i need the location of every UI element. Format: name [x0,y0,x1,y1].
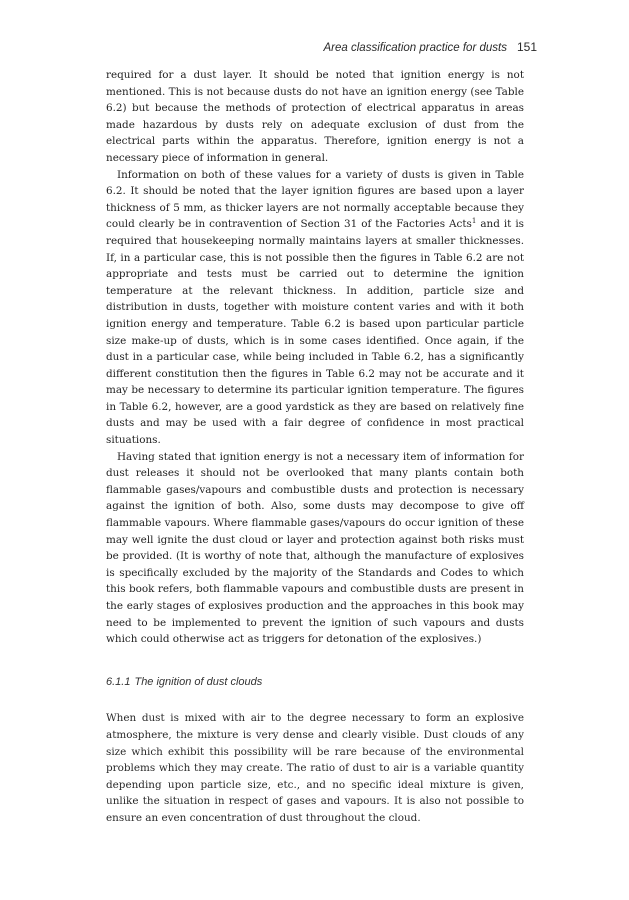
paragraph: required for a dust layer. It should be noted that ignition energy is not mentioned. This is not because dusts do not have an ignition energy (see Table 6.2) but because the methods of protection of electrical apparatus in areas made hazardous by dusts rely on adequate exclusion of dust from the electrical parts within the apparatus. Therefore, ignition energy is not a necessary piece of information in general. [106,69,524,164]
section-number: 6.1.1 [106,675,131,688]
paragraph: Having stated that ignition energy is not a necessary item of information for dust releases it should not be overlooked that many plants contain both flammable gases/vapours and combustible dusts and protection is necessary against the ignition of both. Also, some dusts may decompose to give off flammable vapours. Where flammable gases/vapours do occur ignition of these may well ignite the dust cloud or layer and protection against both risks must be provided. (It is worthy of note that, although the manufacture of explosives is specifically excluded by the majority of the Standards and Codes to which this book refers, both flammable vapours and combustible dusts are present in the early stages of explosives production and the approaches in this book may need to be implemented to prevent the ignition of such vapours and dusts which could otherwise act as triggers for detonation of the explosives.) [106,450,524,646]
footnote-reference: 1 [471,217,477,226]
paragraph: When dust is mixed with air to the degree necessary to form an explosive atmosphere, the mixture is very dense and clearly visible. Dust clouds of any size which exhibit this possibility will be rare because of the environmental problems which they may create. The ratio of dust to air is a variable quantity depending upon particle size, etc., and no specific ideal mixture is given, unlike the situation in respect of gases and vapours. It is also not possible to ensure an even concentration of dust throughout the cloud. [106,712,524,824]
paragraph-text: and it is required that housekeeping normally maintains layers at smaller thicknesses. If, in a particular case, this is not possible then the figures in Table 6.2 are not appropriate and tests must be carried out to determine the ignition temperature at the relevant thickness. In addition, particle size and distribution in dusts, together with moisture content varies and with it both ignition energy and temperature. Table 6.2 is based upon particular particle size make-up of dusts, which is in some cases identified. Once again, if the dust in a particular case, while being included in Table 6.2, has a significantly different constitution then the figures in Table 6.2 may not be accurate and it may be necessary to determine its particular ignition temperature. The figures in Table 6.2, however, are a good yardstick as they are based on relatively fine dusts and may be used with a fair degree of confidence in most practical situations. [106,218,524,447]
page-number: 151 [516,40,537,54]
header-title: Area classification practice for dusts [323,42,507,54]
body-text [106,67,524,827]
paragraph [106,167,524,449]
section-heading [106,674,524,691]
running-header [324,40,537,54]
paragraph-text: Information on both of these values for a variety of dusts is given in Table 6.2. It should be noted that the layer ignition figures are based upon a layer thickness of 5 mm, as thicker layers are not normally acceptable because they could clearly be in contravention of Section 31 of the Factories Acts [106,168,524,231]
section-title: The ignition of dust clouds [134,675,263,688]
